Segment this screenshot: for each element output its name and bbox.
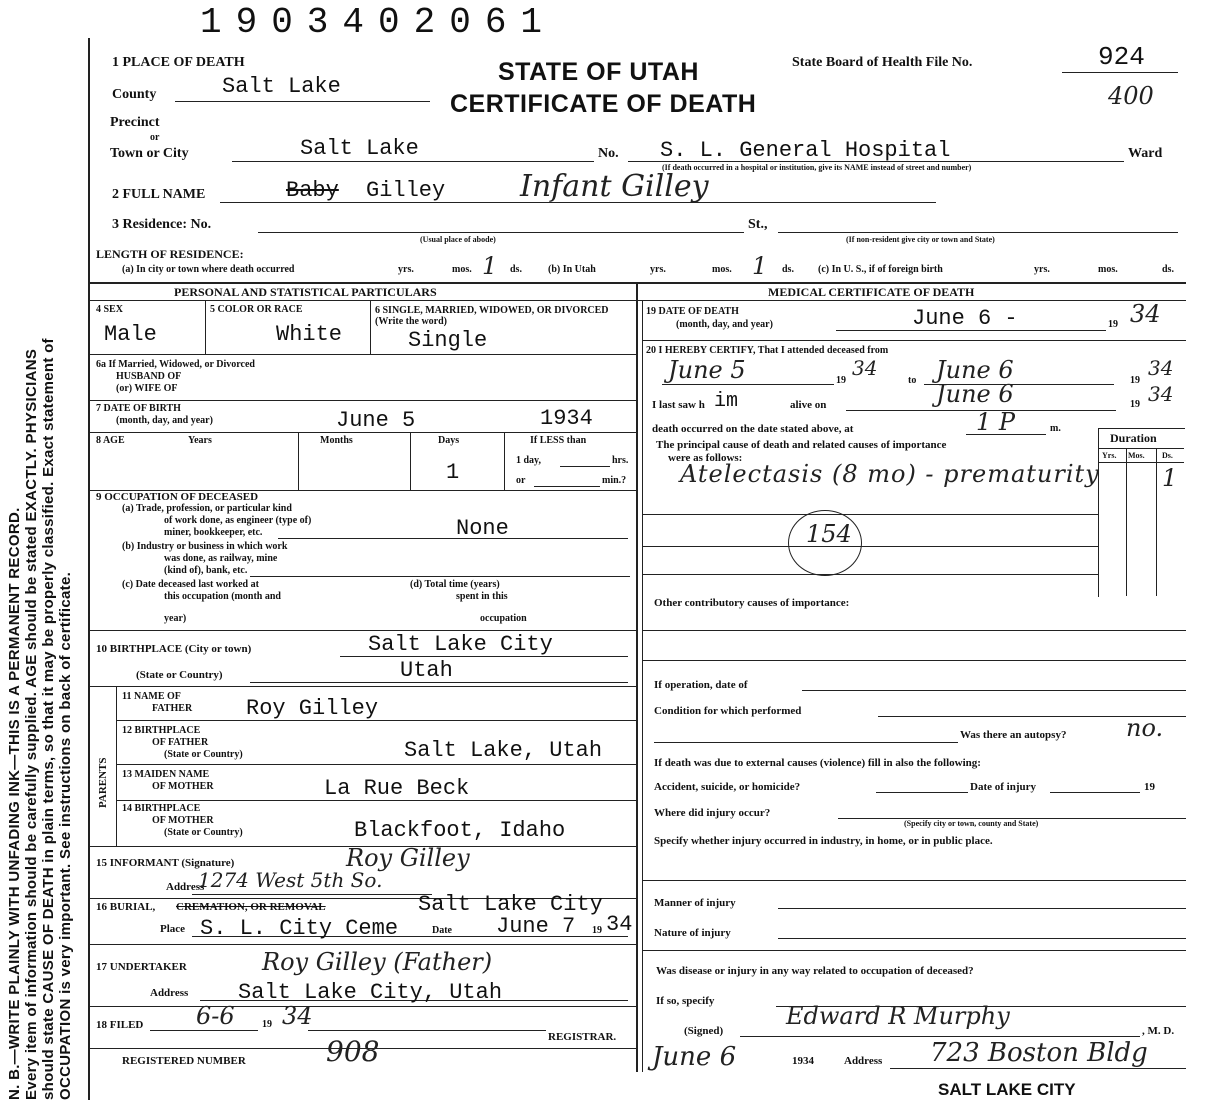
occ-a: (a) Trade, profession, or particular kind (122, 503, 292, 514)
undertaker-address: Salt Lake City, Utah (238, 980, 503, 1005)
county-label: County (112, 87, 157, 102)
informant-label: 15 INFORMANT (Signature) (96, 857, 235, 869)
residence-label: 3 Residence: No. (112, 217, 212, 232)
side-instruction-2: Every item of information should be carefully supplied. AGE should be stated EXACTLY. PHYSICIANS (23, 348, 40, 1100)
occ-d2: spent in this (456, 591, 508, 602)
undertaker-label: 17 UNDERTAKER (96, 961, 187, 973)
occ-a2: of work done, as engineer (type of) (164, 515, 312, 526)
marital-value: Single (408, 328, 488, 353)
to-year: 34 (1148, 356, 1174, 380)
external-label: If death was due to external causes (violence) fill in also the following: (654, 757, 981, 769)
operation-label: If operation, date of (654, 679, 748, 691)
county-value: Salt Lake (222, 74, 341, 99)
dob-label-2: (month, day, and year) (116, 415, 213, 426)
informant-address-label: Address (166, 881, 205, 893)
undertaker-value: Roy Gilley (Father) (262, 948, 493, 976)
burial-date: June 7 (496, 914, 576, 939)
side-instruction-4: OCCUPATION is very important. See instructions on back of certificate. (57, 571, 74, 1100)
last-saw-date: June 6 (936, 380, 1014, 408)
spouse-label-3: (or) WIFE OF (116, 383, 178, 394)
mother-label-1: 13 MAIDEN NAME (122, 769, 210, 780)
a-ds: ds. (510, 264, 522, 275)
place-label: Place (160, 923, 186, 935)
cause-value: Atelectasis (8 mo) - prematurity (680, 460, 1100, 488)
length-label: LENGTH OF RESIDENCE: (96, 247, 244, 261)
b-ds: ds. (782, 264, 794, 275)
dod-year: 34 (1130, 300, 1161, 328)
last-saw-year: 34 (1148, 382, 1174, 406)
marital-label: 6 SINGLE, MARRIED, WIDOWED, OR DIVORCED (Write the word) (375, 305, 609, 327)
place-of-death-label: 1 PLACE OF DEATH (112, 55, 245, 70)
accident-label: Accident, suicide, or homicide? (654, 781, 801, 793)
father-label-2: FATHER (152, 703, 193, 714)
last-saw-fill: im (714, 390, 739, 413)
cause-duration-days: 1 (1162, 464, 1178, 492)
a-mos-label: mos. (452, 264, 472, 275)
birthplace-state-label: (State or Country) (136, 669, 223, 681)
autopsy-value: no. (1126, 714, 1164, 742)
informant-address: 1274 West 5th So. (198, 868, 383, 892)
contributory-label: Other contributory causes of importance: (654, 597, 850, 609)
burial-label: 16 BURIAL, (96, 901, 156, 913)
b-mos-value: 1 (752, 252, 768, 280)
burial-place: S. L. City Ceme (200, 916, 399, 941)
town-label: Town or City (110, 146, 189, 161)
fbirth-3: (State or Country) (164, 749, 243, 760)
file-no-extra: 400 (1108, 82, 1154, 110)
medical-heading: MEDICAL CERTIFICATE OF DEATH (768, 285, 975, 299)
birthplace-state: Utah (400, 658, 453, 683)
occupation-related-label: Was disease or injury in any way related to occupation of deceased? (656, 965, 974, 977)
sex-value: Male (104, 322, 157, 347)
registered-label: REGISTERED NUMBER (122, 1055, 246, 1067)
where-note: (Specify city or town, county and State) (904, 819, 1039, 828)
c-ds: ds. (1162, 264, 1174, 275)
nature-label: Nature of injury (654, 927, 731, 939)
dur-mos-label: Mos. (1128, 451, 1145, 460)
side-instruction-1: N. B.—WRITE PLAINLY WITH UNFADING INK—THIS IS A PERMANENT RECORD. (6, 507, 23, 1100)
filed-year-prefix: 19 (262, 1019, 272, 1030)
injury-year-prefix: 19 (1144, 781, 1155, 793)
manner-label: Manner of injury (654, 897, 736, 909)
occ-b3: (kind of), bank, etc. (164, 565, 248, 576)
occupation-value: None (456, 516, 509, 541)
town-value: Salt Lake (300, 136, 419, 161)
physician-address-label: Address (844, 1055, 883, 1067)
filed-label: 18 FILED (96, 1019, 144, 1031)
ward-label: Ward (1128, 146, 1163, 161)
father-label-1: 11 NAME OF (122, 691, 181, 702)
from-year: 34 (852, 356, 878, 380)
m-label: m. (1050, 423, 1061, 434)
certificate-title: CERTIFICATE OF DEATH (450, 90, 757, 118)
days-label: Days (438, 435, 460, 446)
father-value: Roy Gilley (246, 696, 379, 721)
one-day-label: 1 day, (516, 455, 542, 466)
city-stamp: SALT LAKE CITY (938, 1080, 1076, 1099)
st-label: St., (748, 217, 768, 232)
length-c-label: (c) In U. S., if of foreign birth (818, 264, 943, 275)
months-label: Months (320, 435, 353, 446)
instruction-sidebar (0, 0, 78, 1109)
to-year-prefix: 19 (1130, 375, 1140, 386)
mbirth-1: 14 BIRTHPLACE (122, 803, 201, 814)
dob-label-1: 7 DATE OF BIRTH (96, 403, 181, 414)
dod-label-2: (month, day, and year) (676, 319, 773, 330)
if-so-label: If so, specify (656, 995, 715, 1007)
last-saw-label: I last saw h (652, 399, 705, 411)
years-label: Years (188, 435, 212, 446)
spouse-label-1: 6a If Married, Widowed, or Divorced (96, 359, 255, 370)
dod-value: June 6 - (912, 306, 1018, 331)
dob-year: 1934 (540, 406, 593, 431)
burial-label-struck: CREMATION, OR REMOVAL (176, 901, 326, 913)
cause-label-2: were as follows: (668, 452, 743, 464)
length-b-label: (b) In Utah (548, 264, 596, 275)
burial-year: 34 (606, 912, 633, 937)
dod-year-prefix: 19 (1108, 319, 1118, 330)
birthplace-city: Salt Lake City (368, 632, 553, 657)
signed-date: June 6 (652, 1042, 737, 1072)
signed-label: (Signed) (684, 1025, 724, 1037)
name-handwritten: Infant Gilley (520, 169, 709, 204)
death-occurred-label: death occurred on the date stated above, at (652, 423, 854, 435)
length-a-label: (a) In city or town where death occurred (122, 264, 295, 275)
filed-year: 34 (282, 1002, 313, 1030)
specify-label: Specify whether injury occurred in industry, in home, or in public place. (654, 835, 993, 847)
burial-city: Salt Lake City (418, 892, 603, 917)
a-yrs: yrs. (398, 264, 414, 275)
less-label: If LESS than (530, 435, 587, 446)
time-value: 1 P (976, 408, 1016, 436)
frame-left (88, 38, 90, 1100)
certificate-number: 1903402061 (200, 2, 557, 43)
autopsy-label: Was there an autopsy? (960, 729, 1067, 741)
file-no-label: State Board of Health File No. (792, 55, 973, 70)
institution-value: S. L. General Hospital (660, 138, 951, 163)
personal-heading: PERSONAL AND STATISTICAL PARTICULARS (174, 285, 437, 299)
precinct-label: Precinct (110, 115, 160, 130)
occ-b: (b) Industry or business in which work (122, 541, 288, 552)
parents-label: PARENTS (97, 757, 109, 808)
no-label: No. (598, 146, 619, 161)
dob-value: June 5 (336, 408, 416, 433)
occ-a3: miner, bookkeeper, etc. (164, 527, 263, 538)
spouse-label-2: HUSBAND OF (116, 371, 182, 382)
or-min-label: or (516, 475, 526, 486)
age-label: 8 AGE (96, 435, 125, 446)
burial-year-prefix: 19 (592, 925, 602, 936)
registrar-label: REGISTRAR. (548, 1031, 617, 1043)
name-struck: Baby (286, 178, 339, 203)
last-saw-year-prefix: 19 (1130, 399, 1140, 410)
alive-on-label: alive on (790, 399, 827, 411)
attended-from: June 5 (668, 356, 746, 384)
mbirth-2: OF MOTHER (152, 815, 214, 826)
filed-value: 6-6 (196, 1002, 235, 1030)
dur-yrs-label: Yrs. (1102, 451, 1117, 460)
side-instruction-3: should state CAUSE OF DEATH in plain terms, so that it may be properly classified. Exact statement of (40, 338, 57, 1100)
occ-c2: this occupation (month and (164, 591, 281, 602)
nonres-note: (If non-resident give city or town and State) (846, 235, 995, 244)
days-value: 1 (446, 460, 460, 485)
from-year-prefix: 19 (836, 375, 846, 386)
abode-note: (Usual place of abode) (420, 235, 496, 244)
fbirth-1: 12 BIRTHPLACE (122, 725, 201, 736)
father-birthplace: Salt Lake, Utah (404, 738, 603, 763)
hrs-label: hrs. (612, 455, 629, 466)
a-mos-value: 1 (482, 252, 498, 280)
c-yrs: yrs. (1034, 264, 1050, 275)
condition-label: Condition for which performed (654, 705, 802, 717)
fbirth-2: OF FATHER (152, 737, 209, 748)
institution-note: (If death occurred in a hospital or institution, give its NAME instead of street and number) (662, 163, 972, 172)
b-mos-label: mos. (712, 264, 732, 275)
full-name-label: 2 FULL NAME (112, 187, 206, 202)
burial-date-label: Date (432, 925, 452, 936)
occ-b2: was done, as railway, mine (164, 553, 278, 564)
mother-value: La Rue Beck (324, 776, 470, 801)
c-mos: mos. (1098, 264, 1118, 275)
undertaker-address-label: Address (150, 987, 189, 999)
injury-date-label: Date of injury (970, 781, 1036, 793)
color-value: White (276, 322, 343, 347)
code-value: 154 (806, 520, 852, 548)
attended-to: June 6 (936, 356, 1014, 384)
occ-c: (c) Date deceased last worked at (122, 579, 259, 590)
md-label: , M. D. (1142, 1025, 1175, 1037)
sex-label: 4 SEX (96, 304, 123, 315)
cause-label-1: The principal cause of death and related causes of importance (656, 439, 947, 451)
name-typed: Gilley (366, 178, 446, 203)
dur-ds-label: Ds. (1162, 451, 1173, 460)
occ-d: (d) Total time (years) (410, 579, 500, 590)
mother-birthplace: Blackfoot, Idaho (354, 818, 566, 843)
or-label: or (150, 132, 160, 143)
color-label: 5 COLOR OR RACE (210, 304, 303, 315)
state-title: STATE OF UTAH (498, 58, 699, 86)
occ-c3: year) (164, 613, 187, 624)
where-label: Where did injury occur? (654, 807, 771, 819)
mbirth-3: (State or Country) (164, 827, 243, 838)
duration-label: Duration (1110, 431, 1157, 445)
file-no: 924 (1098, 42, 1145, 72)
to-label: to (908, 375, 917, 386)
signed-year: 1934 (792, 1055, 814, 1067)
physician-signature: Edward R Murphy (786, 1002, 1010, 1030)
birthplace-label: 10 BIRTHPLACE (City or town) (96, 643, 252, 655)
dod-label-1: 19 DATE OF DEATH (646, 306, 739, 317)
b-yrs: yrs. (650, 264, 666, 275)
mother-label-2: OF MOTHER (152, 781, 214, 792)
physician-address: 723 Boston Bldg (930, 1038, 1148, 1068)
occ-d3: occupation (480, 613, 527, 624)
occupation-label: 9 OCCUPATION OF DECEASED (96, 491, 259, 503)
certify-label: 20 I HEREBY CERTIFY, That I attended deceased from (646, 345, 889, 356)
registered-value: 908 (326, 1035, 380, 1068)
min-label: min.? (602, 475, 627, 486)
informant-value: Roy Gilley (346, 844, 470, 872)
